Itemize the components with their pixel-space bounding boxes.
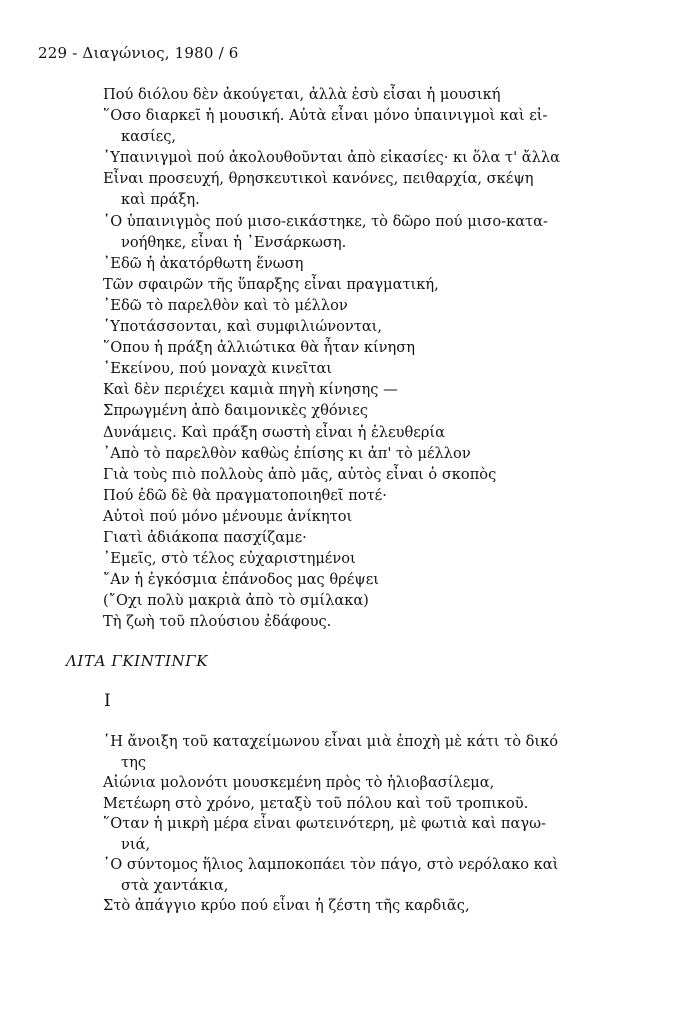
running-head: 229 - Διαγώνιος, 1980 / 6 [38,44,239,62]
poem-line: ῾Υποτάσσονται, καὶ συμφιλιώνονται, [103,318,383,336]
poem-line: ῞Οταν ἡ μικρὴ μέρα εἶναι φωτεινότερη, μὲ φωτιὰ καὶ παγω- [103,815,546,832]
poem-line: καὶ πράξη. [121,191,200,209]
poem-line: Εἶναι προσευχή, θρησκευτικοὶ κανόνες, πειθαρχία, σκέψη [103,170,534,188]
poem-line: Τῶν σφαιρῶν τῆς ὕπαρξης εἶναι πραγματική, [103,275,439,293]
poem-line: ῞Οπου ἡ πράξη ἀλλιώτικα θὰ ἦταν κίνηση [103,339,415,357]
poem-line: Τὴ ζωὴ τοῦ πλούσιου ἐδάφους. [103,613,332,631]
poem-line: (῎Οχι πολὺ μακριὰ ἀπὸ τὸ σμίλακα) [103,592,369,610]
poem-line: νοήθηκε, εἶναι ἡ ᾿Ενσάρκωση. [121,233,347,251]
poem-line: στὰ χαντάκια, [121,876,229,894]
poem-line: Αἰώνια μολονότι μουσκεμένη πρὸς τὸ ἡλιοβασίλεμα, [103,774,495,791]
poem-line: Σπρωγμένη ἀπὸ δαιμονικὲς χθόνιες [103,402,369,420]
author-heading: ΛΙΤΑ ΓΚΙΝΤΙΝΓΚ [66,652,209,670]
poem-line: Πού διόλου δὲν ἀκούγεται, ἀλλὰ ἐσὺ εἶσαι ἡ μουσική [103,86,501,103]
poem-line: ᾿Εδῶ τὸ παρελθὸν καὶ τὸ μέλλον [103,296,348,314]
poem-line: νιά, [121,835,151,853]
poem-line: ῎Αν ἡ ἐγκόσμια ἐπάνοδος μας θρέψει [103,571,379,589]
section-number: I [104,691,111,711]
poem-line: ᾿Εδῶ ἡ ἀκατόρθωτη ἕνωση [103,254,304,272]
poem-line: ᾿Εμεῖς, στὸ τέλος εὐχαριστημένοι [103,550,356,568]
poem-line: Καὶ δὲν περιέχει καμιὰ πηγὴ κίνησης — [103,381,398,399]
poem-line: ῾Ο σύντομος ἥλιος λαμποκοπάει τὸν πάγο, στὸ νερόλακο καὶ [103,856,559,873]
poem-line: ῞Οσο διαρκεῖ ἡ μουσική. Αὐτὰ εἶναι μόνο ὑπαινιγμοὶ καὶ εἰ- [103,107,548,125]
poem-line: κασίες, [121,128,177,146]
poem-line: της [121,753,146,771]
poem-line: ᾿Εκείνου, πού μοναχὰ κινεῖται [103,360,333,378]
poem-line: Δυνάμεις. Καὶ πράξη σωστὴ εἶναι ἡ ἐλευθερία [103,423,445,441]
poem-line: Γιὰ τοὺς πιὸ πολλοὺς ἀπὸ μᾶς, αὐτὸς εἶναι ὁ σκοπὸς [103,465,497,483]
poem-line: Πού ἐδῶ δὲ θὰ πραγματοποιηθεῖ ποτέ· [103,486,387,504]
poem-line: Αὐτοὶ πού μόνο μένουμε ἀνίκητοι [103,507,353,525]
poem-stanza-1 [103,84,603,632]
poem-stanza-2 [103,732,603,917]
poem-line: Στὸ ἀπάγγιο κρύο πού εἶναι ἡ ζέστη τῆς καρδιᾶς, [103,897,470,914]
poem-line: ᾿Απὸ τὸ παρελθὸν καθὼς ἐπίσης κι ἀπ' τὸ μέλλον [103,444,471,462]
poem-line: Μετέωρη στὸ χρόνο, μεταξὺ τοῦ πόλου καὶ τοῦ τροπικοῦ. [103,794,529,812]
poem-line: ῾Υπαινιγμοὶ πού ἀκολουθοῦνται ἀπὸ εἰκασίες· κι ὅλα τ' ἄλλα [103,149,560,167]
poem-line: Γιατὶ ἀδιάκοπα πασχίζαμε· [103,528,307,546]
poem-line: ῾Ο ὑπαινιγμὸς πού μισο-εικάστηκε, τὸ δῶρο πού μισο-κατα- [103,212,548,230]
poem-line: ῾Η ἄνοιξη τοῦ καταχείμωνου εἶναι μιὰ ἐποχὴ μὲ κάτι τὸ δικό [103,733,559,750]
